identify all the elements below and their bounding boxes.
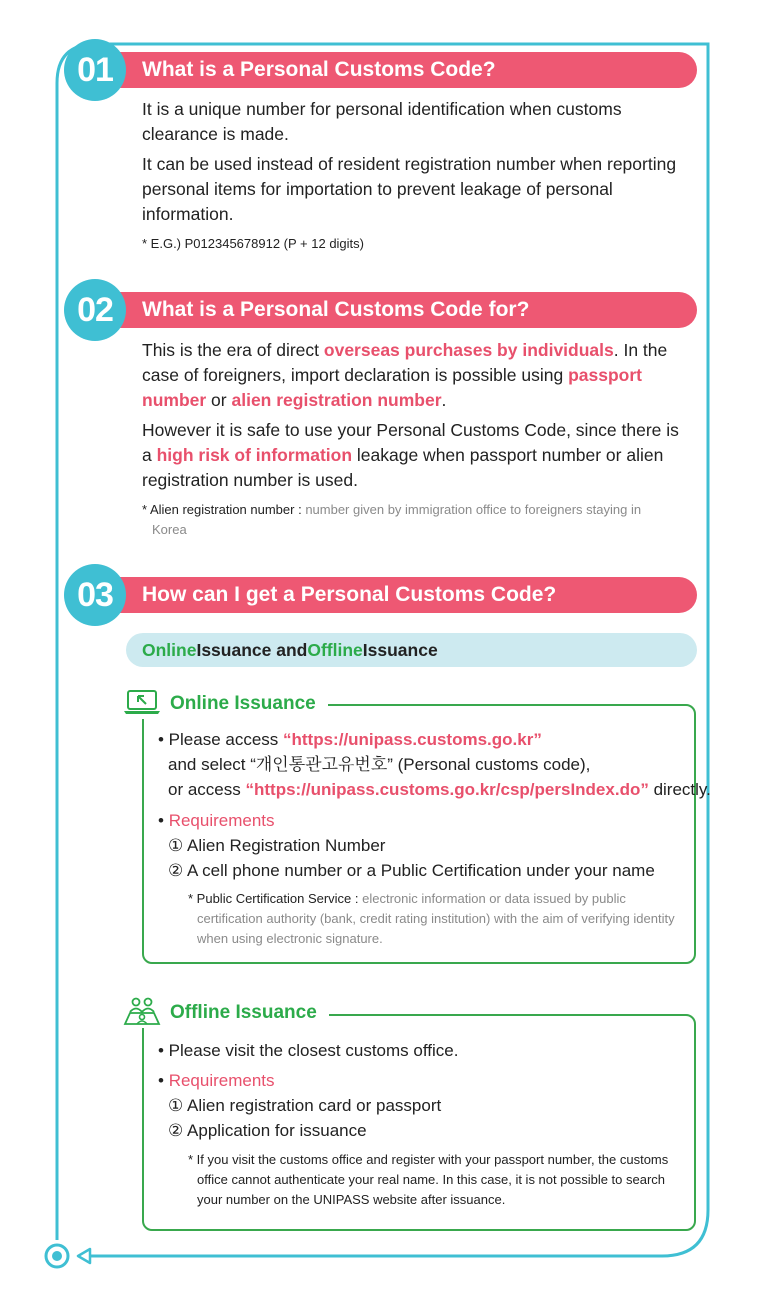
section-number-03: 03 <box>64 564 126 626</box>
offline-requirements-heading: • Requirements <box>158 1071 275 1090</box>
offline-line-1: • Please visit the closest customs office. <box>158 1041 459 1060</box>
section1-paragraph-2: It can be used instead of resident registration number when reporting personal items for importation to prevent leakage of personal information. <box>142 154 677 224</box>
issuance-types-bar: Online Issuance and Offline Issuance <box>126 633 697 667</box>
persindex-link[interactable]: “https://unipass.customs.go.kr/csp/persIndex.do” <box>245 780 649 799</box>
section1-example-note: * E.G.) P012345678912 (P + 12 digits) <box>142 236 364 251</box>
highlight-passport-number: passport number <box>142 365 642 410</box>
section1-paragraph-1: It is a unique number for personal identification when customs clearance is made. <box>142 99 622 144</box>
section-title-02: What is a Personal Customs Code for? <box>112 292 697 328</box>
unipass-link[interactable]: “https://unipass.customs.go.kr” <box>283 730 542 749</box>
online-issuance-header <box>122 689 328 719</box>
section-number-02: 02 <box>64 279 126 341</box>
section-number-01: 01 <box>64 39 126 101</box>
online-line-2: and select “개인통관고유번호” (Personal customs code), <box>168 755 591 774</box>
online-line-1: • Please access “https://unipass.customs.go.kr” <box>158 730 542 749</box>
highlight-overseas-purchases: overseas purchases by individuals <box>323 340 614 360</box>
online-issuance-label: Online Issuance <box>170 693 316 714</box>
section2-paragraph-1: This is the era of direct overseas purchases by individuals. In the case of foreigners, import declaration is possible using passport number or alien registration number. <box>142 340 668 410</box>
laptop-icon <box>122 688 162 721</box>
online-requirement-2: ② A cell phone number or a Public Certification under your name <box>168 861 655 880</box>
people-icon <box>122 996 162 1031</box>
highlight-high-risk: high risk of information <box>156 445 353 465</box>
highlight-alien-registration-number: alien registration number <box>231 390 442 410</box>
online-requirement-1: ① Alien Registration Number <box>168 836 386 855</box>
section-title-03: How can I get a Personal Customs Code? <box>112 577 697 613</box>
public-certification-note: * Public Certification Service : electronic information or data issued by public certification authority (bank, credit rating institution) with the aim of verifying identity when using electronic signature. <box>188 891 675 946</box>
passport-registration-note: * If you visit the customs office and register with your passport number, the customs office cannot authenticate your real name. In this case, it is not possible to search your number on the UNIPASS website after issuance. <box>188 1152 669 1207</box>
offline-requirement-2: ② Application for issuance <box>168 1121 367 1140</box>
online-requirements-heading: • Requirements <box>158 811 275 830</box>
offline-issuance-header <box>122 998 329 1028</box>
section-title-01: What is a Personal Customs Code? <box>112 52 697 88</box>
section2-alien-note: * Alien registration number : number given by immigration office to foreigners staying in Korea <box>142 502 642 537</box>
offline-requirement-1: ① Alien registration card or passport <box>168 1096 442 1115</box>
online-line-3: or access “https://unipass.customs.go.kr/csp/persIndex.do” directly. <box>168 780 711 799</box>
section2-paragraph-2: However it is safe to use your Personal Customs Code, since there is a high risk of information leakage when passport number or alien registration number is used. <box>142 420 679 490</box>
offline-issuance-label: Offline Issuance <box>170 1002 317 1023</box>
